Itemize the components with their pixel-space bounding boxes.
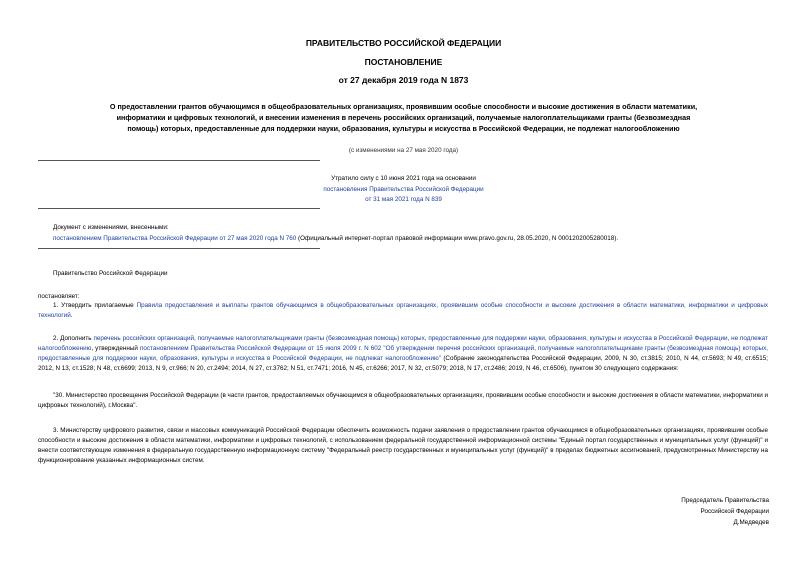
document-title bbox=[0, 101, 807, 134]
divider bbox=[38, 248, 320, 249]
rules-link[interactable]: Правила предоставления и выплаты грантов обучающимся в общеобразовательных организациях, проявившим особые способности и высокие достижения в области математики, информатики и цифровых технологий bbox=[38, 302, 768, 319]
expiry-link-decree[interactable]: постановления Правительства Российской Федерации bbox=[323, 185, 484, 193]
p2-intro: 2. Дополнить bbox=[53, 335, 92, 342]
signature-title: Председатель Правительства bbox=[681, 497, 769, 504]
changes-line bbox=[53, 233, 783, 244]
divider bbox=[38, 160, 320, 161]
paragraph-2 bbox=[38, 334, 768, 374]
decree-word: постановляет: bbox=[38, 293, 80, 300]
amendment-note: (с изменениями на 27 мая 2020 года) bbox=[348, 147, 459, 154]
government-heading: ПРАВИТЕЛЬСТВО РОССИЙСКОЙ ФЕДЕРАЦИИ bbox=[305, 38, 502, 48]
paragraph-2-quote: "30. Министерство просвещения Российской Федерации (в части грантов, предоставляемых обучающимся в общеобразовательных организациях, проявившим особые способности и высокие достижения в области математики, информатики и цифровых технологий), г.Москва". bbox=[38, 392, 768, 409]
signature-block bbox=[681, 495, 769, 528]
changes-block bbox=[53, 222, 783, 244]
changes-source: (Официальный интернет-портал правовой информации www.pravo.gov.ru, 28.05.2020, N 0001202005280018). bbox=[298, 235, 619, 242]
document-type: ПОСТАНОВЛЕНИЕ bbox=[364, 57, 443, 67]
title-line-2: информатики и цифровых технологий, и внесении изменения в перечень российских организаций, получаемые налогоплательщиками гранты (безвозмездная bbox=[116, 113, 691, 122]
divider bbox=[38, 208, 320, 209]
expiry-text: Утратило силу с 10 июня 2021 года на основании bbox=[331, 175, 476, 182]
p1-intro: 1. Утвердить прилагаемые bbox=[53, 302, 134, 309]
expiry-notice bbox=[0, 174, 807, 206]
organizations-list-link[interactable]: перечень российских организаций, получаемые налогоплательщиками гранты (безвозмездная помощь) которых, предоставленные для поддержки науки, образования, культуры и искусства в Российской Федерации, не подлежат налогообложению bbox=[38, 335, 769, 352]
expiry-link-date[interactable]: от 31 мая 2021 года N 839 bbox=[365, 196, 442, 203]
paragraph-3: 3. Министерству цифрового развития, связи и массовых коммуникаций Российской Федерации обеспечить возможность подачи заявления о предоставлении грантов обучающимся в общеобразовательных организациях, проявившим особые способности и высокие достижения в области математики, информатики и цифровых технологий, с использованием федеральной государственной информационной системы "Единый портал государственных и муниципальных услуг (функций)" и внести соответствующие изменения в федеральную государственную информационную систему "Федеральный реестр государственных и муниципальных услуг (функций)" в пределах бюджетных ассигнований, предусмотренных Министерству на функционирование указанных информационных систем. bbox=[38, 427, 768, 464]
document-date: от 27 декабря 2019 года N 1873 bbox=[338, 75, 469, 85]
signature-name: Д.Медведев bbox=[733, 519, 769, 526]
title-line-1: О предоставлении грантов обучающимся в общеобразовательных организациях, проявившим особые способности и высокие достижения в области математики, bbox=[109, 102, 698, 111]
p1-end: . bbox=[70, 312, 73, 319]
changes-label: Документ с изменениями, внесенными: bbox=[53, 224, 169, 231]
government-name: Правительство Российской Федерации bbox=[53, 270, 168, 277]
title-line-3: помощь) которых, предоставленные для поддержки науки, образования, культуры и искусства в Российской Федерации, не подлежат налогообложению bbox=[127, 124, 680, 133]
signature-country: Российской Федерации bbox=[700, 508, 769, 515]
p2-sources: (Собрание законодательства Российской Федерации, 2009, N 30, ст.3815; 2010, N 44, ст.5693; N 49, ст.6515; 2012, N 13, ст.1528; N 48, ст.6699; 2013, N 9, ст.966; N 20, ст.2494; 2014, N 27, ст.3762; N 51, ст.7471; 2016, N 45, ст.6266; 2017, N 32, ст.5079; 2018, N 17, ст.2486; 2019, N 46, ст.6506), пунктом 30 следующего содержания: bbox=[38, 355, 768, 372]
decree-602-link[interactable]: постановлением Правительства Российской Федерации от 15 июля 2009 г. N 602 "Об утверждении перечня российских организаций, получаемые налогоплательщиками гранты (безвозмездная помощь) которых, предоставленные для поддержки науки, образования, культуры и искусства в Российской Федерации, не подлежат налогообложению" bbox=[38, 345, 769, 362]
p2-mid: , утвержденный bbox=[91, 345, 138, 352]
changes-link[interactable]: постановлением Правительства Российской Федерации от 27 мая 2020 года N 760 bbox=[53, 235, 297, 242]
paragraph-1 bbox=[38, 301, 768, 321]
